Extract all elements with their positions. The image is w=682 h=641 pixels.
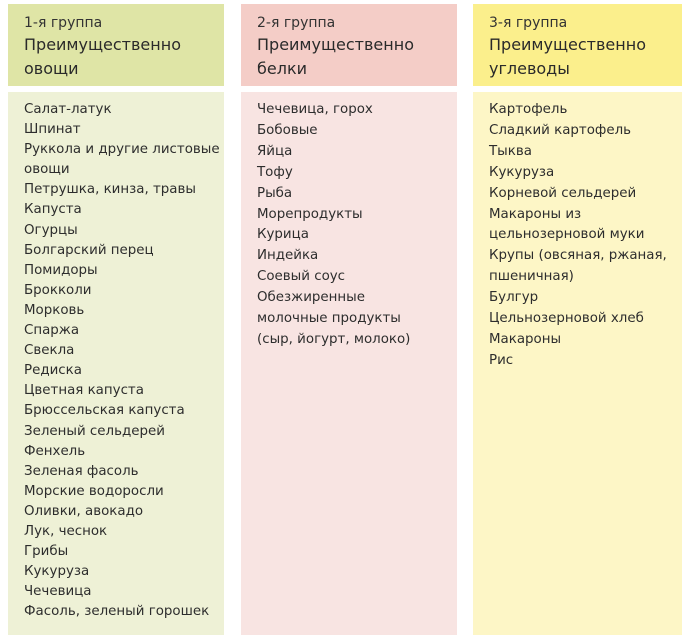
group-title-line-2: углеводы	[489, 59, 570, 78]
food-item: Свекла	[24, 343, 75, 359]
food-item: Болгарский перец	[24, 242, 154, 258]
food-item: Оливки, авокадо	[24, 503, 144, 519]
group-column-3	[473, 4, 682, 635]
food-list	[24, 100, 224, 622]
food-item: Обезжиренные	[257, 290, 365, 306]
food-item: Сладкий картофель	[489, 122, 632, 138]
food-item: овощи	[24, 162, 70, 178]
group-header-3	[473, 4, 682, 86]
food-item: Бобовые	[257, 122, 318, 138]
group-body-1	[8, 92, 224, 635]
food-item: Индейка	[257, 248, 319, 264]
food-item: цельнозерновой муки	[489, 227, 645, 243]
food-item: Петрушка, кинза, травы	[24, 182, 196, 198]
food-item: Цветная капуста	[24, 383, 144, 399]
group-number: 1-я группа	[24, 15, 103, 31]
food-item: Макароны из	[489, 206, 582, 222]
food-item: Зеленая фасоль	[24, 463, 139, 479]
food-item: Лук, чеснок	[24, 523, 108, 539]
group-title-line-1: Преимущественно	[24, 35, 181, 54]
food-item: Цельнозерновой хлеб	[489, 311, 644, 327]
food-item: Кукуруза	[24, 564, 90, 580]
food-item: Спаржа	[24, 323, 80, 339]
food-item: Брокколи	[24, 282, 92, 298]
food-list	[257, 100, 457, 351]
food-item: Зеленый сельдерей	[24, 423, 165, 439]
food-item: Тофу	[257, 164, 293, 180]
food-item: Фасоль, зеленый горошек	[24, 604, 210, 620]
food-item: Грибы	[24, 544, 69, 560]
food-item: Огурцы	[24, 222, 78, 238]
group-column-2	[241, 4, 457, 635]
food-item: Морковь	[24, 302, 85, 318]
group-title-line-1: Преимущественно	[489, 35, 646, 54]
group-body-3	[473, 92, 682, 635]
food-item: Морепродукты	[257, 206, 363, 222]
food-item: Руккола и другие листовые	[24, 142, 220, 158]
food-item: пшеничная)	[489, 269, 574, 285]
food-list	[489, 100, 682, 372]
group-header-1	[8, 4, 224, 86]
food-item: Макароны	[489, 331, 562, 347]
food-item: Шпинат	[24, 122, 81, 138]
food-item: Рыба	[257, 185, 293, 201]
group-body-2	[241, 92, 457, 635]
food-item: Яйца	[257, 143, 293, 159]
group-number: 2-я группа	[257, 15, 336, 31]
group-title-line-2: белки	[257, 59, 307, 78]
food-item: Помидоры	[24, 262, 98, 278]
food-item: Картофель	[489, 102, 568, 117]
food-item: (сыр, йогурт, молоко)	[257, 331, 411, 347]
group-title-line-2: овощи	[24, 59, 79, 78]
food-item: Тыква	[489, 143, 532, 159]
group-header-2	[241, 4, 457, 86]
food-item: Фенхель	[24, 443, 86, 459]
group-number: 3-я группа	[489, 15, 568, 31]
food-item: Кукуруза	[489, 164, 555, 180]
food-item: Курица	[257, 227, 309, 243]
food-item: Корневой сельдерей	[489, 185, 637, 201]
group-title-line-1: Преимущественно	[257, 35, 414, 54]
food-item: Чечевица, горох	[257, 102, 373, 117]
food-item: Крупы (овсяная, ржаная,	[489, 248, 667, 264]
food-item: Рис	[489, 352, 514, 368]
food-item: Салат-латук	[24, 102, 112, 117]
food-item: Капуста	[24, 202, 82, 218]
food-item: Брюссельская капуста	[24, 403, 185, 419]
group-column-1	[8, 4, 224, 635]
food-item: Соевый соус	[257, 269, 346, 285]
food-item: Булгур	[489, 290, 539, 306]
food-item: Редиска	[24, 363, 82, 379]
food-item: Чечевица	[24, 584, 92, 600]
food-item: Морские водоросли	[24, 483, 164, 499]
food-item: молочные продукты	[257, 311, 401, 327]
